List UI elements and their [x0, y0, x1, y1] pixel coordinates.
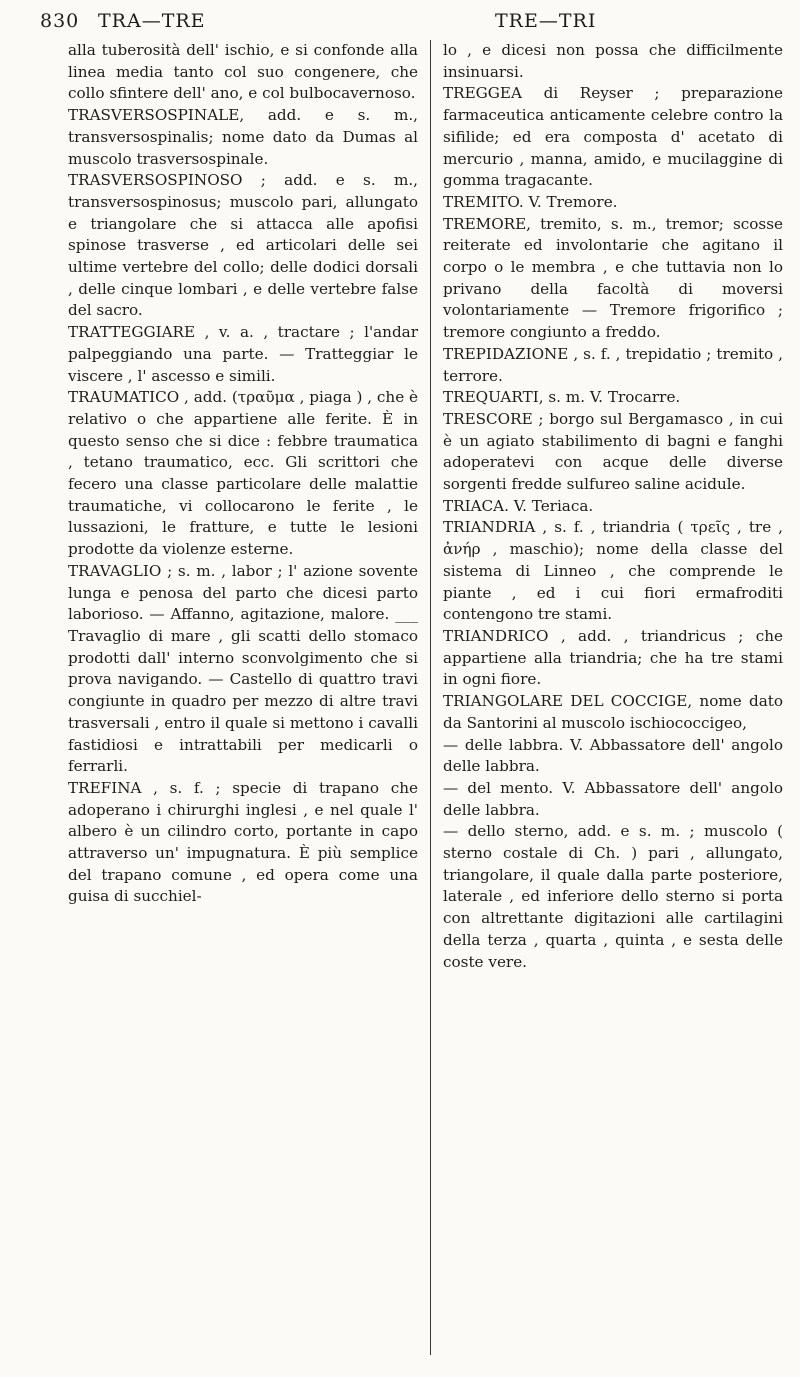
entry-travaglio: TRAVAGLIO ; s. m. , labor ; l' azione sovente lunga e penosa del parto che dicesi parto laborioso. — Affanno, agitazione, malore. ___ Travaglio di mare , gli scatti dello stomaco prodotti dall' interno sconvolgimento che si prova navigando. — Castello di quattro travi congiunte in quadro per mezzo di altre travi trasversali , entro il quale si mettono i cavalli fastidiosi e intrattabili per medicarli o ferrarli. — [68, 561, 418, 776]
entry-trasversospinale: TRASVERSOSPINALE, add. e s. m., transversospinalis; nome dato da Dumas al muscolo trasversospinale. — [68, 106, 418, 168]
entry-trepidazione: TREPIDAZIONE , s. f. , trepidatio ; tremito , terrore. — [443, 344, 783, 385]
entry-triangolare-sterno: — dello sterno, add. e s. m. ; muscolo ( sterno costale di Ch. ) pari , allungato, triangolare, il quale dalla parte posteriore, laterale , ed inferiore dello sterno si porta con altrettante digitazioni alle cartilagini della terza , quarta , quinta , e sesta delle coste vere. — [443, 822, 783, 971]
left-column — [68, 40, 418, 908]
entry-trefina: TREFINA , s. f. ; specie di trapano che adoperano i chirurghi inglesi , e nel quale l' albero è un cilindro corto, portante in capo attraverso un' impugnatura. È più semplice del trapano comune , ed opera come una guisa di succhiel- — [68, 778, 418, 906]
entry-continuation: alla tuberosità dell' ischio, e si confonde alla linea media tanto col suo congenere, che collo sfintere dell' ano, e col bulbocavernoso. — [68, 41, 418, 103]
right-column — [443, 40, 783, 973]
entry-tremore: TREMORE, tremito, s. m., tremor; scosse reiterate ed involontarie che agitano il corpo o le membra , e che tuttavia non lo privano della facoltà di moversi volontariamente — Tremore frigorifico ; tremore congiunto a freddo. — [443, 214, 783, 342]
entry-triangolare-mento: — del mento. V. Abbassatore dell' angolo delle labbra. — [443, 778, 783, 819]
entry-continuation-right: lo , e dicesi non possa che difficilmente insinuarsi. — [443, 41, 783, 81]
entry-trasversospinoso: TRASVERSOSPINOSO ; add. e s. m., transversospinosus; muscolo pari, allungato e triangolare che si attacca alle apofisi spinose trasverse , ed articolari delle sei ultime vertebre del collo; delle dodici dorsali , delle cinque lombari , e delle vertebre false del sacro. — [68, 171, 418, 320]
page-number: 830 — [40, 10, 80, 32]
right-running-head: TRE—TRI — [495, 10, 597, 32]
entry-traumatico: TRAUMATICO , add. (τραῦμα , piaga ) , che è relativo o che appartiene alle ferite. È in questo senso che si dice : febbre traumatica , tetano traumatico, ecc. Gli scrittori che fecero una classe particolare delle malattie traumatiche, vi collocarono le ferite , le lussazioni, le fratture, e tutte le lesioni prodotte da violenze esterne. — [68, 388, 418, 559]
page-header — [40, 10, 760, 36]
entry-tremito: TREMITO. V. Tremore. — [443, 192, 618, 211]
left-running-head: TRA—TRE — [98, 10, 206, 32]
entry-triangolare-labbra: — delle labbra. V. Abbassatore dell' angolo delle labbra. — [443, 735, 783, 776]
entry-triandrico: TRIANDRICO , add. , triandricus ; che appartiene alla triandria; che ha tre stami in ogni fiore. — [443, 626, 783, 689]
entry-triaca: TRIACA. V. Teriaca. — [443, 496, 594, 515]
entry-triangolare-coccige: TRIANGOLARE DEL COCCIGE, nome dato da Santorini al muscolo ischiococcigeo, — [443, 692, 783, 732]
entry-trequarti: TREQUARTI, s. m. V. Trocarre. — [443, 388, 681, 407]
column-divider — [430, 40, 431, 1355]
entry-treggea: TREGGEA di Reyser ; preparazione farmaceutica anticamente celebre contro la sifilide; ed era composta d' acetato di mercurio , manna, amido, e mucilaggine di gomma tragacante. — [443, 84, 783, 190]
entry-triandria: TRIANDRIA , s. f. , triandria ( τρεῖς , tre , ἀνήρ , maschio); nome della classe del sistema di Linneo , che comprende le piante , ed i cui fiori ermafroditi contengono tre stami. — [443, 518, 783, 624]
entry-trescore: TRESCORE ; borgo sul Bergamasco , in cui è un agiato stabilimento di bagni e fanghi adoperatevi con acque delle diverse sorgenti fredde sulfureo saline acidule. — [443, 409, 783, 494]
entry-tratteggiare: TRATTEGGIARE , v. a. , tractare ; l'andar palpeggiando una parte. — Tratteggiar le viscere , l' ascesso e simili. — [68, 323, 418, 385]
